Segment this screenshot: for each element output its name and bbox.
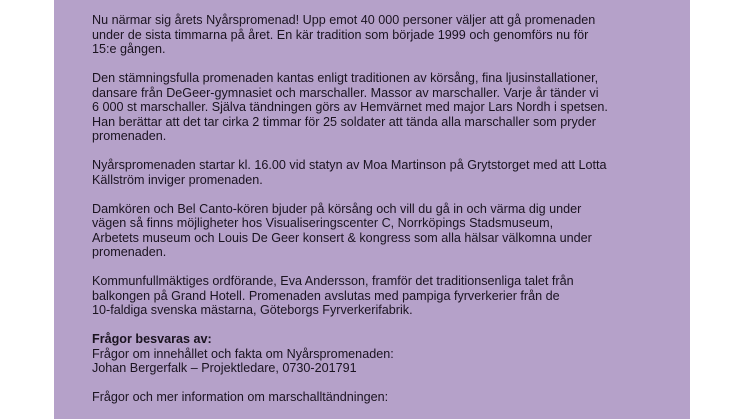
text-line: Frågor om innehållet och fakta om Nyårspromenaden: [92,346,394,361]
text-line: Nyårspromenaden startar kl. 16.00 vid statyn av Moa Martinson på Grytstorget med att Lotta [92,158,607,172]
text-line: Kommunfullmäktiges ordförande, Eva Andersson, framför det traditionsenliga talet från [92,274,574,288]
paragraph-start [92,158,652,187]
text-line: Nu närmar sig årets Nyårspromenad! Upp emot 40 000 personer väljer att gå promenaden [92,13,596,27]
text-line: Han berättar att det tar cirka 2 timmar för 25 soldater att tända alla marschaller som pryder [92,114,596,129]
paragraph-choirs [92,202,652,260]
text-line: Arbetets museum och Louis De Geer konsert & kongress som alla hälsar välkomna under [92,230,592,245]
text-line: vägen så finns möjligheter hos Visualiseringscenter C, Norrköpings Stadsmuseum, [92,216,554,230]
text-line: dansare från DeGeer-gymnasiet och marschaller. Massor av marschaller. Varje år tänder vi [92,85,599,100]
contact-line: Johan Bergerfalk – Projektledare, 0730-201791 [92,361,357,375]
text-line: promenaden. [92,245,167,259]
paragraph-intro [92,13,652,57]
text-line: Den stämningsfulla promenaden kantas enligt traditionen av körsång, fina ljusinstallationer, [92,71,599,85]
text-line: under de sista timmarna på året. En kär tradition som började 1999 och genomförs nu för [92,27,589,42]
contact-section [92,332,652,376]
contact-section-2 [92,390,652,405]
text-line: Damkören och Bel Canto-kören bjuder på körsång och vill du gå in och värma dig under [92,201,582,216]
text-line: Frågor och mer information om marschalltändningen: [92,390,389,404]
contact-heading: Frågor besvaras av: [92,332,212,346]
text-line: balkongen på Grand Hotell. Promenaden avslutas med pampiga fyrverkerier från de [92,288,560,303]
press-release-body [92,13,652,419]
text-line: 6 000 st marschaller. Själva tändningen görs av Hemvärnet med major Lars Nordh i spetsen. [92,100,608,114]
paragraph-atmosphere [92,71,652,144]
text-line: Källström inviger promenaden. [92,172,263,187]
text-line: 15:e gången. [92,42,166,56]
text-line: promenaden. [92,129,167,143]
text-line: 10-faldiga svenska mästarna, Göteborgs Fyrverkerifabrik. [92,303,413,317]
paragraph-speech [92,274,652,318]
